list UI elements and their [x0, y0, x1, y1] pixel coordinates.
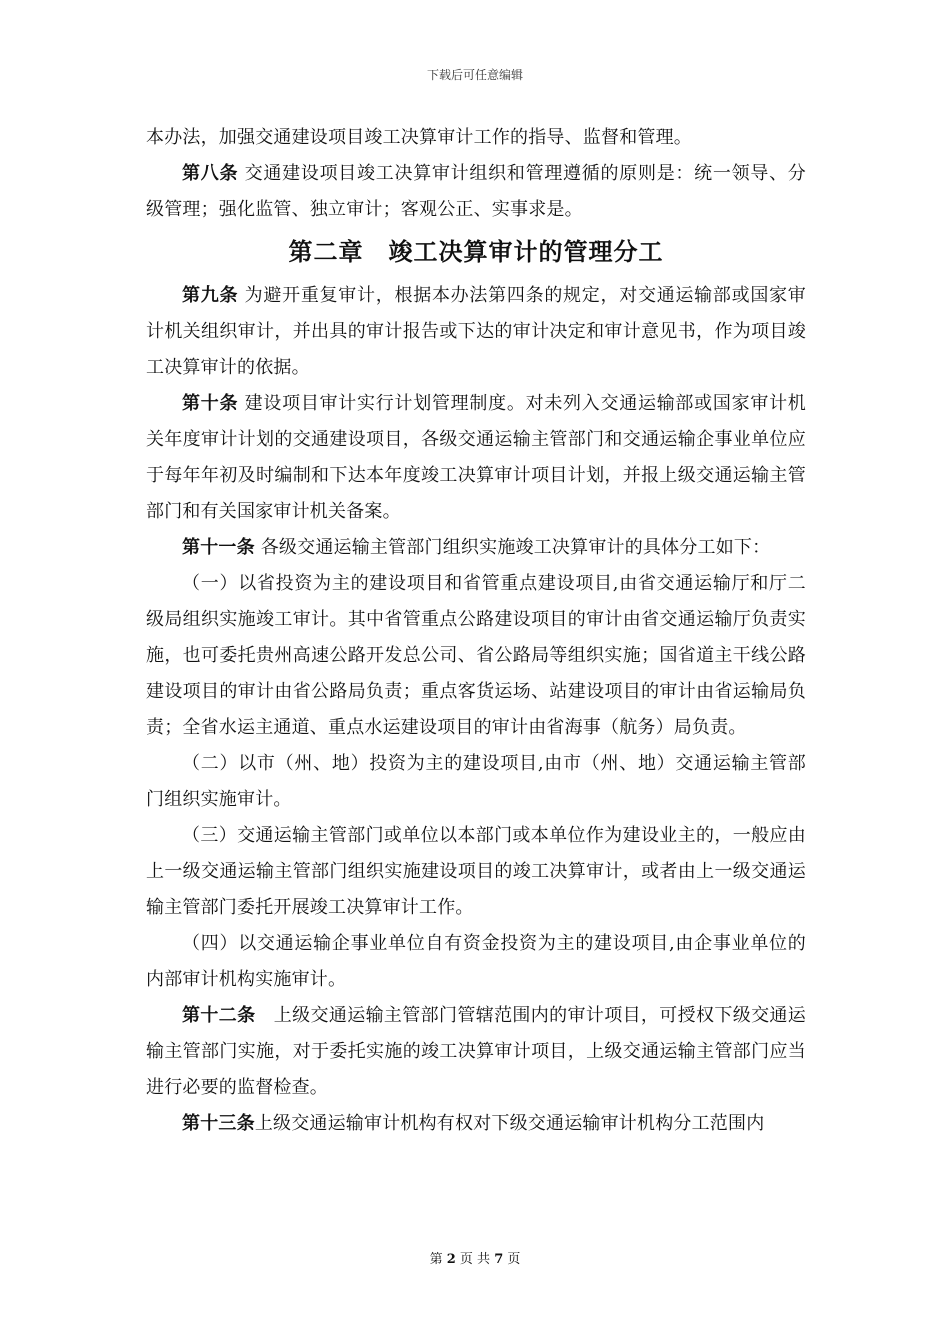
article-text: 交通建设项目竣工决算审计组织和管理遵循的原则是：统一领导、分级管理；强化监管、独立审计；客观公正、实事求是。 [146, 163, 807, 220]
page-header: 下载后可任意编辑 [426, 68, 523, 82]
article-text: 为避开重复审计，根据本办法第四条的规定，对交通运输部或国家审计机关组织审计，并出具的审计报告或下达的审计决定和审计意见书，作为项目竣工决算审计的依据。 [146, 285, 807, 378]
article-8 [146, 156, 806, 228]
footer-middle: 页 共 [459, 1252, 491, 1267]
article-label: 第十二条 [182, 1005, 256, 1026]
list-item-4: （四）以交通运输企事业单位自有资金投资为主的建设项目,由企事业单位的内部审计机构实施审计。 [146, 933, 806, 990]
article-11 [146, 530, 806, 566]
total-pages: 7 [494, 1252, 504, 1267]
document-body [146, 120, 806, 1142]
footer-suffix: 页 [507, 1252, 521, 1267]
article-10 [146, 386, 806, 530]
footer-prefix: 第 [429, 1252, 443, 1267]
article-12 [146, 998, 806, 1106]
list-item-2: （二）以市（州、地）投资为主的建设项目,由市（州、地）交通运输主管部门组织实施审计。 [146, 753, 806, 810]
article-text: 建设项目审计实行计划管理制度。对未列入交通运输部或国家审计机关年度审计计划的交通建设项目，各级交通运输主管部门和交通运输企事业单位应于每年年初及时编制和下达本年度竣工决算审计项目计划，并报上级交通运输主管部门和有关国家审计机关备案。 [146, 393, 807, 522]
article-9 [146, 278, 806, 386]
article-label: 第十一条 [182, 537, 255, 558]
article-text: 各级交通运输主管部门组织实施竣工决算审计的具体分工如下： [254, 537, 771, 558]
article-label: 第九条 [182, 285, 239, 306]
page-number: 2 [446, 1252, 456, 1267]
article-label: 第八条 [182, 163, 239, 184]
article-text: 上级交通运输审计机构有权对下级交通运输审计机构分工范围内 [254, 1113, 765, 1134]
page-footer [0, 1248, 950, 1267]
list-item-1: （一）以省投资为主的建设项目和省管重点建设项目,由省交通运输厅和厅二级局组织实施竣工审计。其中省管重点公路建设项目的审计由省交通运输厅负责实施，也可委托贵州高速公路开发总公司、省公路局等组织实施；国省道主干线公路建设项目的审计由省公路局负责；重点客货运场、站建设项目的审计由省运输局负责；全省水运主通道、重点水运建设项目的审计由省海事（航务）局负责。 [146, 573, 806, 738]
article-label: 第十条 [182, 393, 239, 414]
list-item-3: （三）交通运输主管部门或单位以本部门或本单位作为建设业主的，一般应由上一级交通运输主管部门组织实施建设项目的竣工决算审计，或者由上一级交通运输主管部门委托开展竣工决算审计工作。 [146, 825, 806, 918]
article-text: 上级交通运输主管部门管辖范围内的审计项目，可授权下级交通运输主管部门实施，对于委托实施的竣工决算审计项目，上级交通运输主管部门应当进行必要的监督检查。 [146, 1005, 806, 1098]
article-13 [146, 1106, 806, 1142]
chapter-title: 第二章 竣工决算审计的管理分工 [288, 238, 664, 266]
article-label: 第十三条 [182, 1113, 255, 1134]
paragraph-continued: 本办法，加强交通建设项目竣工决算审计工作的指导、监督和管理。 [146, 127, 692, 148]
